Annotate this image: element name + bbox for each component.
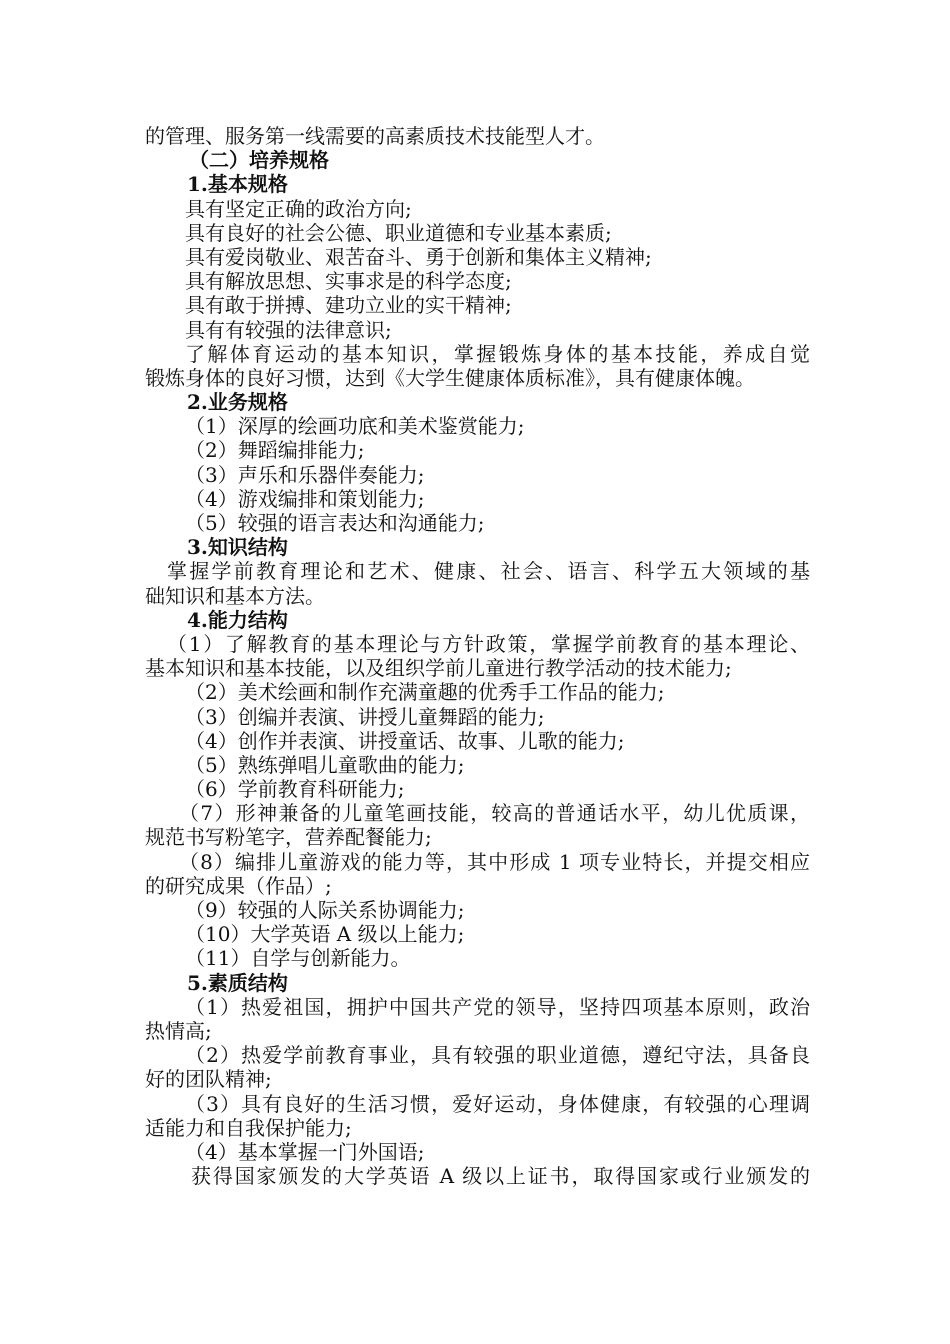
paragraph-line: （1）了解教育的基本理论与方针政策，掌握学前教育的基本理论、 bbox=[167, 631, 810, 656]
list-item: （4）创作并表演、讲授童话、故事、儿歌的能力; bbox=[185, 728, 625, 753]
list-item: （10）大学英语 A 级以上能力; bbox=[185, 922, 465, 947]
paragraph-line: （7）形神兼备的儿童笔画技能，较高的普通话水平，幼儿优质课， bbox=[179, 801, 810, 826]
list-item: （9）较强的人际关系协调能力; bbox=[185, 898, 465, 922]
paragraph-line: 好的团队精神; bbox=[145, 1067, 272, 1092]
subsection-heading: 1.基本规格 bbox=[187, 172, 288, 197]
paragraph-line: （3）具有良好的生活习惯，爱好运动，身体健康，有较强的心理调 bbox=[185, 1091, 810, 1116]
subsection-heading: 2.业务规格 bbox=[187, 390, 288, 415]
paragraph-line: （8）编排儿童游戏的能力等，其中形成 1 项专业特长，并提交相应 bbox=[179, 849, 810, 874]
paragraph-line: 的研究成果（作品）; bbox=[145, 873, 332, 898]
list-item: （5）熟练弹唱儿童歌曲的能力; bbox=[185, 752, 465, 777]
section-heading: （二）培养规格 bbox=[189, 148, 329, 173]
list-item: （2）美术绘画和制作充满童趣的优秀手工作品的能力; bbox=[185, 680, 665, 705]
list-item: （4）游戏编排和策划能力; bbox=[185, 486, 425, 511]
list-item: （11）自学与创新能力。 bbox=[185, 946, 411, 971]
list-item: （5）较强的语言表达和沟通能力; bbox=[185, 511, 485, 535]
list-item: 具有坚定正确的政治方向; bbox=[185, 196, 412, 221]
list-item: （6）学前教育科研能力; bbox=[185, 777, 405, 802]
list-item: （1）深厚的绘画功底和美术鉴赏能力; bbox=[185, 414, 525, 439]
paragraph-line: 获得国家颁发的大学英语 A 级以上证书，取得国家或行业颁发的 bbox=[191, 1164, 810, 1189]
paragraph-line: （2）热爱学前教育事业，具有较强的职业道德，遵纪守法，具备良 bbox=[185, 1043, 810, 1068]
subsection-heading: 4.能力结构 bbox=[187, 607, 288, 632]
subsection-heading: 5.素质结构 bbox=[187, 970, 288, 995]
paragraph-line: 掌握学前教育理论和艺术、健康、社会、语言、科学五大领域的基 bbox=[167, 559, 810, 584]
paragraph-line: （1）热爱祖国，拥护中国共产党的领导，坚持四项基本原则，政治 bbox=[185, 994, 810, 1019]
list-item: （4）基本掌握一门外国语; bbox=[185, 1139, 425, 1164]
paragraph-line: 础知识和基本方法。 bbox=[145, 583, 325, 608]
paragraph-line: 的管理、服务第一线需要的高素质技术技能型人才。 bbox=[145, 124, 605, 148]
list-item: 具有爱岗敬业、艰苦奋斗、勇于创新和集体主义精神; bbox=[185, 244, 652, 269]
paragraph-line: 了解体育运动的基本知识，掌握锻炼身体的基本技能，养成自觉 bbox=[185, 341, 810, 366]
paragraph-line: 适能力和自我保护能力; bbox=[145, 1115, 352, 1140]
document-body bbox=[145, 124, 810, 1188]
list-item: 具有解放思想、实事求是的科学态度; bbox=[185, 269, 512, 294]
paragraph-line: 基本知识和基本技能，以及组织学前儿童进行教学活动的技术能力; bbox=[145, 656, 732, 681]
list-item: 具有敢于拼搏、建功立业的实干精神; bbox=[185, 293, 512, 318]
list-item: （2）舞蹈编排能力; bbox=[185, 438, 365, 463]
list-item: 具有有较强的法律意识; bbox=[185, 317, 392, 342]
paragraph-line: 锻炼身体的良好习惯，达到《大学生健康体质标准》，具有健康体魄。 bbox=[145, 365, 755, 390]
paragraph-line: 规范书写粉笔字，营养配餐能力; bbox=[145, 825, 432, 850]
list-item: （3）创编并表演、讲授儿童舞蹈的能力; bbox=[185, 704, 545, 729]
list-item: （3）声乐和乐器伴奏能力; bbox=[185, 462, 425, 487]
list-item: 具有良好的社会公德、职业道德和专业基本素质; bbox=[185, 220, 612, 245]
paragraph-line: 热情高; bbox=[145, 1018, 212, 1043]
subsection-heading: 3.知识结构 bbox=[187, 535, 288, 560]
